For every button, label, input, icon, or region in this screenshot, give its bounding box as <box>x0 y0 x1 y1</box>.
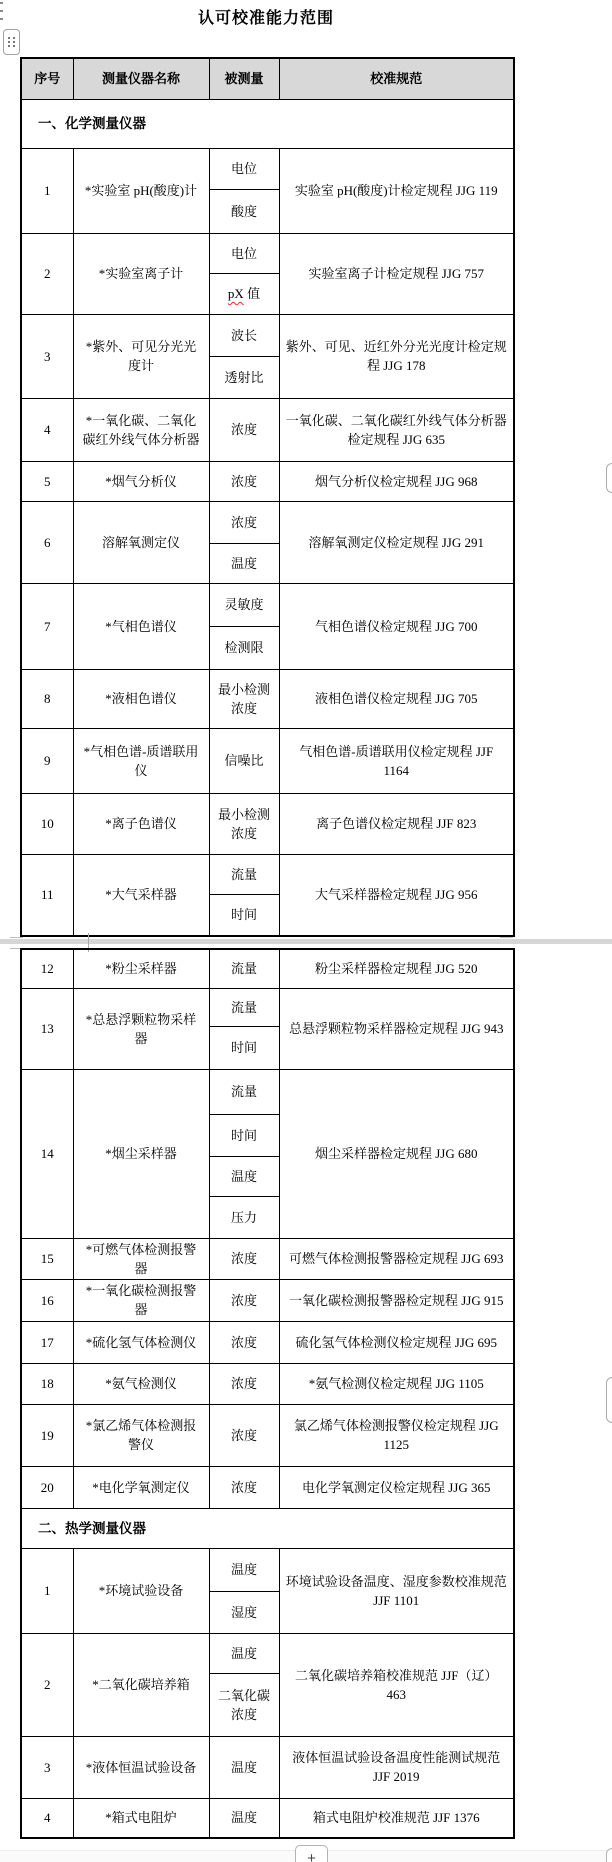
page-margin-mark <box>10 937 23 938</box>
measured-quantity-cell[interactable]: 温度 <box>209 1798 279 1838</box>
instrument-name-cell[interactable]: *箱式电阻炉 <box>73 1798 209 1838</box>
instrument-name-cell[interactable]: *电化学氧测定仪 <box>73 1466 209 1508</box>
table-row <box>21 988 514 1026</box>
row-number-cell[interactable]: 6 <box>21 501 73 583</box>
measured-quantity-cell[interactable]: 浓度 <box>209 461 279 501</box>
measured-quantity-cell[interactable]: 浓度 <box>209 501 279 543</box>
row-number-cell[interactable]: 4 <box>21 1798 73 1838</box>
table-row <box>21 1466 514 1508</box>
page-break-gap <box>0 939 612 944</box>
table-row <box>21 669 514 728</box>
instrument-name-cell[interactable]: *紫外、可见分光光度计 <box>73 314 209 398</box>
row-number-cell[interactable]: 4 <box>21 398 73 461</box>
measured-quantity-cell[interactable]: 最小检测浓度 <box>209 793 279 854</box>
table-header-row <box>21 58 514 99</box>
measured-quantity-cell[interactable]: 流量 <box>209 988 279 1026</box>
table-row <box>21 1321 514 1363</box>
row-number-cell[interactable]: 3 <box>21 314 73 398</box>
calibration-spec-cell[interactable]: 烟气分析仪检定规程 JJG 968 <box>279 461 514 501</box>
table-row <box>21 1069 514 1114</box>
row-number-cell[interactable]: 1 <box>21 148 73 233</box>
calibration-spec-cell[interactable]: 实验室离子计检定规程 JJG 757 <box>279 233 514 314</box>
row-number-cell[interactable]: 1 <box>21 1548 73 1633</box>
measured-quantity-cell[interactable]: 温度 <box>209 543 279 583</box>
measured-quantity-cell[interactable]: 时间 <box>209 894 279 936</box>
calibration-spec-cell[interactable]: 粉尘采样器检定规程 JJG 520 <box>279 949 514 988</box>
column-header: 校准规范 <box>279 58 514 99</box>
instrument-name-cell[interactable]: *一氧化碳、二氧化碳红外线气体分析器 <box>73 398 209 461</box>
table-row <box>21 398 514 461</box>
row-number-cell[interactable]: 5 <box>21 461 73 501</box>
instrument-name-cell[interactable]: *实验室离子计 <box>73 233 209 314</box>
add-row-button[interactable]: + <box>295 1845 328 1862</box>
row-number-cell[interactable]: 8 <box>21 669 73 728</box>
row-number-cell[interactable]: 17 <box>21 1321 73 1363</box>
section-row <box>21 1508 514 1548</box>
measured-quantity-cell[interactable]: 浓度 <box>209 1363 279 1404</box>
row-number-cell[interactable]: 2 <box>21 233 73 314</box>
column-header: 测量仪器名称 <box>73 58 209 99</box>
instrument-name-cell[interactable]: *大气采样器 <box>73 854 209 936</box>
calibration-spec-cell[interactable]: 大气采样器检定规程 JJG 956 <box>279 854 514 936</box>
calibration-spec-cell[interactable]: 紫外、可见、近红外分光光度计检定规程 JJG 178 <box>279 314 514 398</box>
table-row <box>21 583 514 626</box>
instrument-name-cell[interactable]: *气相色谱仪 <box>73 583 209 669</box>
row-number-cell[interactable]: 12 <box>21 949 73 988</box>
table-row <box>21 854 514 894</box>
measured-quantity-cell[interactable]: 二氧化碳浓度 <box>209 1673 279 1736</box>
measured-quantity-cell[interactable]: 电位 <box>209 233 279 273</box>
calibration-spec-cell[interactable]: 溶解氧测定仪检定规程 JJG 291 <box>279 501 514 583</box>
table-row <box>21 1736 514 1798</box>
measured-quantity-cell[interactable]: 温度 <box>209 1156 279 1196</box>
table-drag-handle-button[interactable] <box>3 29 20 55</box>
measured-quantity-cell[interactable]: 流量 <box>209 1069 279 1114</box>
capability-table-page-1 <box>20 57 515 937</box>
measured-quantity-cell[interactable]: 最小检测浓度 <box>209 669 279 728</box>
table-row <box>21 1363 514 1404</box>
row-number-cell[interactable]: 7 <box>21 583 73 669</box>
column-header: 被测量 <box>209 58 279 99</box>
instrument-name-cell[interactable]: *硫化氢气体检测仪 <box>73 1321 209 1363</box>
measured-quantity-cell[interactable]: 信噪比 <box>209 728 279 793</box>
table-row <box>21 1238 514 1279</box>
section-row <box>21 99 514 148</box>
bottom-right-handle-button[interactable] <box>606 1848 612 1862</box>
calibration-spec-cell[interactable]: 箱式电阻炉校准规范 JJF 1376 <box>279 1798 514 1838</box>
calibration-spec-cell[interactable]: 氯乙烯气体检测报警仪检定规程 JJG 1125 <box>279 1404 514 1466</box>
measured-quantity-cell[interactable]: 检测限 <box>209 626 279 669</box>
section-header-cell[interactable]: 二、热学测量仪器 <box>21 1508 514 1548</box>
measured-quantity-cell[interactable]: 湿度 <box>209 1591 279 1633</box>
measured-quantity-cell[interactable]: 时间 <box>209 1114 279 1156</box>
instrument-name-cell[interactable]: *环境试验设备 <box>73 1548 209 1633</box>
measured-quantity-cell[interactable]: 温度 <box>209 1633 279 1673</box>
table-row <box>21 461 514 501</box>
table-row <box>21 314 514 356</box>
instrument-name-cell[interactable]: *氨气检测仪 <box>73 1363 209 1404</box>
table-row <box>21 793 514 854</box>
measured-quantity-cell[interactable]: 浓度 <box>209 1404 279 1466</box>
instrument-name-cell[interactable]: *烟气分析仪 <box>73 461 209 501</box>
instrument-name-cell[interactable]: *实验室 pH(酸度)计 <box>73 148 209 233</box>
measured-quantity-cell[interactable]: pX 值 <box>209 273 279 314</box>
instrument-name-cell[interactable]: *粉尘采样器 <box>73 949 209 988</box>
table-row <box>21 233 514 273</box>
instrument-name-cell[interactable]: *氯乙烯气体检测报警仪 <box>73 1404 209 1466</box>
capability-table-page-2 <box>20 948 515 1839</box>
calibration-spec-cell[interactable]: 硫化氢气体检测仪检定规程 JJG 695 <box>279 1321 514 1363</box>
table-row <box>21 148 514 189</box>
instrument-name-cell[interactable]: *气相色谱-质谱联用仪 <box>73 728 209 793</box>
calibration-spec-cell[interactable]: 二氧化碳培养箱校准规范 JJF（辽）463 <box>279 1633 514 1736</box>
calibration-spec-cell[interactable]: 离子色谱仪检定规程 JJF 823 <box>279 793 514 854</box>
calibration-spec-cell[interactable]: 液相色谱仪检定规程 JJG 705 <box>279 669 514 728</box>
calibration-spec-cell[interactable]: 气相色谱仪检定规程 JJG 700 <box>279 583 514 669</box>
row-number-cell[interactable]: 10 <box>21 793 73 854</box>
calibration-spec-cell[interactable]: 一氧化碳、二氧化碳红外线气体分析器检定规程 JJG 635 <box>279 398 514 461</box>
measured-quantity-cell[interactable]: 流量 <box>209 854 279 894</box>
table-row <box>21 1279 514 1321</box>
section-header-cell[interactable]: 一、化学测量仪器 <box>21 99 514 148</box>
row-number-cell[interactable]: 9 <box>21 728 73 793</box>
instrument-name-cell[interactable]: *总悬浮颗粒物采样器 <box>73 988 209 1069</box>
row-number-cell[interactable]: 3 <box>21 1736 73 1798</box>
calibration-spec-cell[interactable]: 实验室 pH(酸度)计检定规程 JJG 119 <box>279 148 514 233</box>
instrument-name-cell[interactable]: *液体恒温试验设备 <box>73 1736 209 1798</box>
column-header: 序号 <box>21 58 73 99</box>
table-row <box>21 501 514 543</box>
measured-quantity-cell[interactable]: 时间 <box>209 1026 279 1069</box>
row-number-cell[interactable]: 15 <box>21 1238 73 1279</box>
calibration-spec-cell[interactable]: 烟尘采样器检定规程 JJG 680 <box>279 1069 514 1238</box>
measured-quantity-cell[interactable]: 灵敏度 <box>209 583 279 626</box>
edge-handle-button[interactable] <box>606 1377 612 1423</box>
table-row <box>21 1548 514 1591</box>
misspell-wavy-underline: pX <box>227 286 244 301</box>
measured-quantity-cell[interactable]: 浓度 <box>209 1466 279 1508</box>
instrument-name-cell[interactable]: *离子色谱仪 <box>73 793 209 854</box>
row-number-cell[interactable]: 14 <box>21 1069 73 1238</box>
row-number-cell[interactable]: 2 <box>21 1633 73 1736</box>
instrument-name-cell[interactable]: *可燃气体检测报警器 <box>73 1238 209 1279</box>
measured-quantity-cell[interactable]: 电位 <box>209 148 279 189</box>
instrument-name-cell[interactable]: *二氧化碳培养箱 <box>73 1633 209 1736</box>
instrument-name-cell[interactable]: 溶解氧测定仪 <box>73 501 209 583</box>
edge-dots-icon <box>0 2 3 4</box>
measured-quantity-cell[interactable]: 温度 <box>209 1736 279 1798</box>
edge-handle-button[interactable] <box>606 463 612 493</box>
measured-quantity-cell[interactable]: 压力 <box>209 1196 279 1238</box>
row-number-cell[interactable]: 19 <box>21 1404 73 1466</box>
page-margin-mark <box>500 937 513 938</box>
row-number-cell[interactable]: 16 <box>21 1279 73 1321</box>
instrument-name-cell[interactable]: *烟尘采样器 <box>73 1069 209 1238</box>
calibration-spec-cell[interactable]: 电化学氧测定仪检定规程 JJG 365 <box>279 1466 514 1508</box>
instrument-name-cell[interactable]: *一氧化碳检测报警器 <box>73 1279 209 1321</box>
measured-quantity-cell[interactable]: 流量 <box>209 949 279 988</box>
row-number-cell[interactable]: 13 <box>21 988 73 1069</box>
instrument-name-cell[interactable]: *液相色谱仪 <box>73 669 209 728</box>
measured-quantity-cell[interactable]: 浓度 <box>209 1321 279 1363</box>
measured-quantity-cell[interactable]: 透射比 <box>209 356 279 398</box>
measured-quantity-cell[interactable]: 浓度 <box>209 1279 279 1321</box>
calibration-spec-cell[interactable]: 环境试验设备温度、湿度参数校准规范 JJF 1101 <box>279 1548 514 1633</box>
measured-quantity-cell[interactable]: 温度 <box>209 1548 279 1591</box>
measured-quantity-cell[interactable]: 浓度 <box>209 398 279 461</box>
table-row <box>21 1798 514 1838</box>
table-row <box>21 1633 514 1673</box>
measured-quantity-cell[interactable]: 波长 <box>209 314 279 356</box>
row-number-cell[interactable]: 18 <box>21 1363 73 1404</box>
table-row <box>21 949 514 988</box>
row-number-cell[interactable]: 20 <box>21 1466 73 1508</box>
calibration-spec-cell[interactable]: 可燃气体检测报警器检定规程 JJG 693 <box>279 1238 514 1279</box>
measured-quantity-cell[interactable]: 浓度 <box>209 1238 279 1279</box>
calibration-spec-cell[interactable]: 气相色谱-质谱联用仪检定规程 JJF 1164 <box>279 728 514 793</box>
row-number-cell[interactable]: 11 <box>21 854 73 936</box>
calibration-spec-cell[interactable]: 一氧化碳检测报警器检定规程 JJG 915 <box>279 1279 514 1321</box>
calibration-spec-cell[interactable]: *氨气检测仪检定规程 JJG 1105 <box>279 1363 514 1404</box>
table-row <box>21 728 514 793</box>
table-row <box>21 1404 514 1466</box>
grip-dots-icon <box>8 37 15 47</box>
calibration-spec-cell[interactable]: 总悬浮颗粒物采样器检定规程 JJG 943 <box>279 988 514 1069</box>
page-title[interactable]: 认可校准能力范围 <box>197 10 334 27</box>
calibration-spec-cell[interactable]: 液体恒温试验设备温度性能测试规范 JJF 2019 <box>279 1736 514 1798</box>
measured-quantity-cell[interactable]: 酸度 <box>209 189 279 233</box>
